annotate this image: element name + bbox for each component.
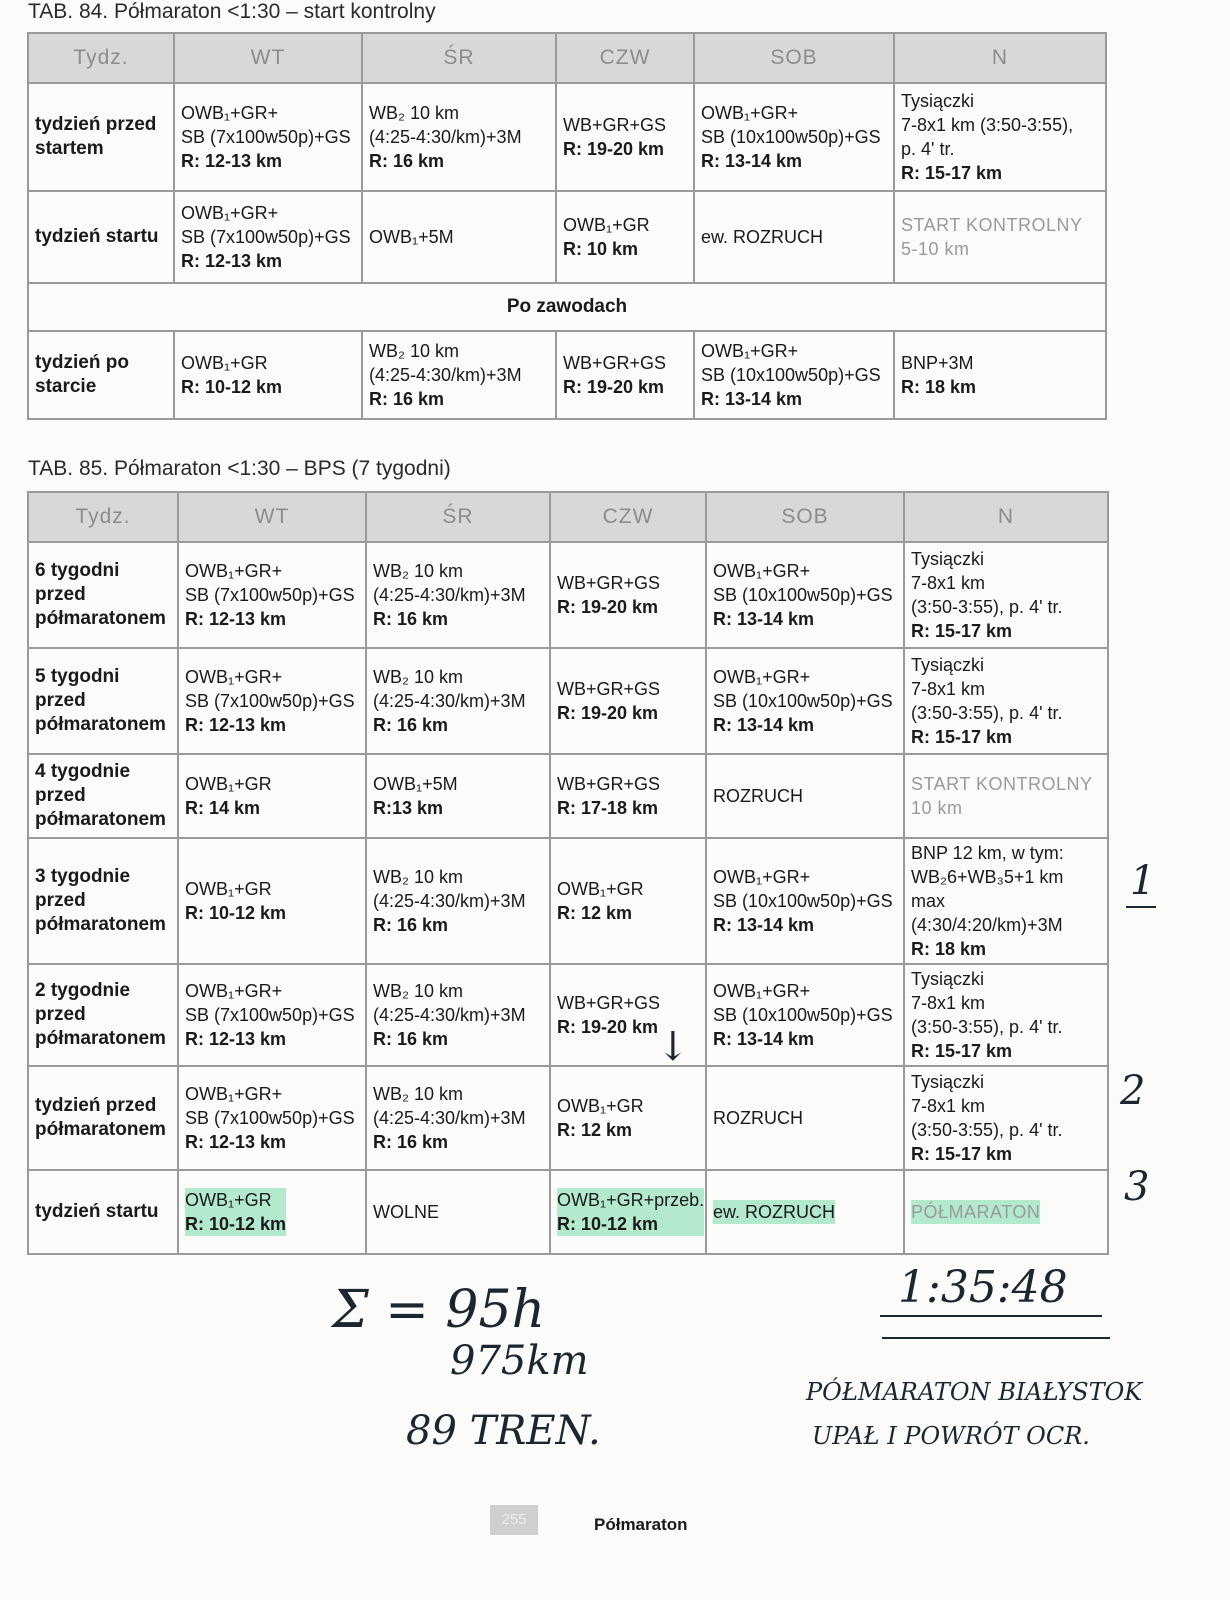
distance-total: R: 16 km [373,915,449,935]
day-cell [706,838,904,964]
handwritten-time: 1:35:48 [898,1262,1068,1313]
day-cell [366,648,550,754]
workout-line: OWB₁+GR+ [181,203,279,223]
workout-line: OWB₁+GR+ [713,981,811,1001]
workout-line: OWB₁+GR+przeb. [557,1190,705,1210]
distance-total: R: 12-13 km [185,715,287,735]
workout-line: (4:25-4:30/km)+3M [369,127,522,147]
table-row [28,1066,1108,1170]
day-cell [366,754,550,838]
day-cell [362,191,556,283]
week-label: 4 tygodnie przed półmaratonem [28,754,178,838]
day-cell [362,331,556,419]
workout-line: OWB₁+GR [557,1096,644,1116]
day-cell [904,964,1108,1066]
distance-total: R: 10-12 km [185,903,287,923]
workout-line: WOLNE [373,1202,440,1222]
workout-line: SB (7x100w50p)+GS [181,127,351,147]
day-cell [706,964,904,1066]
distance-total: R: 12 km [557,903,633,923]
distance-total: R: 12 km [557,1120,633,1140]
workout-line: OWB₁+GR+ [185,561,283,581]
workout-line: (3:50-3:55), p. 4' tr. [911,597,1063,617]
distance-total: R: 10 km [563,239,639,259]
day-cell [706,1170,904,1254]
workout-line: OWB₁+5M [369,227,454,247]
workout-line: (4:25-4:30/km)+3M [373,585,526,605]
day-cell [178,648,366,754]
workout-line: WB+GR+GS [563,115,667,135]
workout-line: WB₂ 10 km [373,1084,463,1104]
day-cell [694,191,894,283]
column-header: WT [178,492,366,542]
workout-line: WB₂ 10 km [373,561,463,581]
workout-line: (4:25-4:30/km)+3M [373,1108,526,1128]
workout-line: WB₂ 10 km [369,341,459,361]
distance-total: R: 13-14 km [713,915,815,935]
distance-total: R:13 km [373,798,444,818]
workout-line: WB₂ 10 km [373,667,463,687]
distance-total: R: 12-13 km [181,151,283,171]
header-row [28,33,1106,83]
column-header: N [904,492,1108,542]
workout-line: OWB₁+GR [185,879,272,899]
day-cell [894,83,1106,191]
distance-total: R: 13-14 km [713,1029,815,1049]
section-row [28,283,1106,331]
workout-line: 10 km [911,798,963,818]
week-label: 3 tygodnie przed półmaratonem [28,838,178,964]
week-label: tydzień startu [28,1170,178,1254]
workout-line: ROZRUCH [713,1108,803,1128]
distance-total: R: 13-14 km [701,151,803,171]
workout-line: SB (7x100w50p)+GS [181,227,351,247]
workout-line: (4:25-4:30/km)+3M [373,1005,526,1025]
workout-line: Tysiączki [911,969,985,989]
workout-line: SB (7x100w50p)+GS [185,585,355,605]
day-cell [366,542,550,648]
day-cell [178,838,366,964]
workout-line: OWB₁+GR [563,215,650,235]
day-cell [706,1066,904,1170]
distance-total: R: 13-14 km [713,715,815,735]
workout-line: OWB₁+5M [373,774,458,794]
tab85-caption: TAB. 85. Półmaraton <1:30 – BPS (7 tygodni) [28,457,451,480]
day-cell [174,331,362,419]
distance-total: R: 15-17 km [901,163,1003,183]
table-row [28,1170,1108,1254]
workout-line: SB (7x100w50p)+GS [185,691,355,711]
workout-line: OWB₁+GR+ [713,667,811,687]
distance-total: R: 13-14 km [701,389,803,409]
distance-total: R: 10-12 km [181,377,283,397]
column-header: WT [174,33,362,83]
workout-line: OWB₁+GR+ [701,341,799,361]
workout-line: PÓŁMARATON [911,1202,1041,1222]
workout-line: 7-8x1 km [911,679,986,699]
workout-line: 5-10 km [901,239,970,259]
workout-line: SB (7x100w50p)+GS [185,1005,355,1025]
workout-line: 7-8x1 km (3:50-3:55), [901,115,1074,135]
workout-line: SB (10x100w50p)+GS [713,691,893,711]
time-underline-1 [880,1315,1102,1317]
table-row [28,542,1108,648]
workout-line: OWB₁+GR+ [185,981,283,1001]
day-cell [706,542,904,648]
workout-line: (4:25-4:30/km)+3M [369,365,522,385]
distance-total: R: 18 km [901,377,977,397]
handwritten-sum: Σ = 95h [332,1280,546,1340]
workout-line: SB (10x100w50p)+GS [713,891,893,911]
column-header: ŚR [362,33,556,83]
distance-total: R: 16 km [373,1029,449,1049]
workout-line: Tysiączki [911,655,985,675]
workout-line: WB₂ 10 km [369,103,459,123]
day-cell [706,648,904,754]
week-label: 2 tygodnie przed półmaratonem [28,964,178,1066]
margin-number-2: 2 [1120,1068,1146,1114]
week-label: tydzień startu [28,191,174,283]
workout-line: 7-8x1 km [911,1096,986,1116]
table-row [28,754,1108,838]
workout-line: (3:50-3:55), p. 4' tr. [911,1120,1063,1140]
day-cell [550,754,706,838]
margin-number-3: 3 [1124,1164,1150,1210]
margin-1-underline [1126,906,1156,908]
distance-total: R: 19-20 km [563,139,665,159]
workout-line: START KONTROLNY [911,774,1093,794]
page-number: 255 [490,1505,538,1535]
distance-total: R: 19-20 km [557,597,659,617]
workout-line: (3:50-3:55), p. 4' tr. [911,1017,1063,1037]
workout-line: Tysiączki [901,91,975,111]
workout-line: Tysiączki [911,1072,985,1092]
table-row [28,191,1106,283]
week-label: 5 tygodni przed półmaratonem [28,648,178,754]
workout-line: WB+GR+GS [557,993,661,1013]
day-cell [556,191,694,283]
workout-line: START KONTROLNY [901,215,1083,235]
workout-line: OWB₁+GR [185,1190,272,1210]
workout-line: OWB₁+GR [185,774,272,794]
column-header: SOB [706,492,904,542]
table-row [28,648,1108,754]
distance-total: R: 16 km [369,389,445,409]
day-cell [178,1066,366,1170]
header-row [28,492,1108,542]
day-cell [694,331,894,419]
distance-total: R: 16 km [373,1132,449,1152]
distance-total: R: 12-13 km [185,1029,287,1049]
workout-line: OWB₁+GR+ [185,667,283,687]
workout-line: OWB₁+GR+ [185,1084,283,1104]
workout-line: OWB₁+GR+ [181,103,279,123]
week-label: tydzień przed półmaratonem [28,1066,178,1170]
workout-line: SB (10x100w50p)+GS [713,585,893,605]
distance-total: R: 15-17 km [911,1041,1013,1061]
column-header: CZW [550,492,706,542]
day-cell [178,1170,366,1254]
day-cell [178,542,366,648]
day-cell [904,542,1108,648]
distance-total: R: 12-13 km [185,609,287,629]
day-cell [904,648,1108,754]
day-cell [174,83,362,191]
tab85-table [27,491,1109,1255]
distance-total: R: 19-20 km [563,377,665,397]
section-label: Po zawodach [28,283,1106,331]
workout-line: p. 4' tr. [901,139,955,159]
workout-line: SB (7x100w50p)+GS [185,1108,355,1128]
distance-total: R: 16 km [373,715,449,735]
day-cell [556,83,694,191]
distance-total: R: 10-12 km [185,1214,287,1234]
handwritten-arrow: ↓ [656,1024,690,1070]
table-row [28,83,1106,191]
workout-line: (4:25-4:30/km)+3M [373,691,526,711]
workout-line: 7-8x1 km [911,573,986,593]
distance-total: R: 15-17 km [911,1144,1013,1164]
handwritten-note-line1: PÓŁMARATON BIAŁYSTOK [806,1378,1143,1406]
day-cell [904,838,1108,964]
workout-line: SB (10x100w50p)+GS [701,365,881,385]
table-row [28,838,1108,964]
workout-line: OWB₁+GR+ [713,561,811,581]
distance-total: R: 18 km [911,939,987,959]
distance-total: R: 10-12 km [557,1214,659,1234]
day-cell [550,542,706,648]
day-cell [366,1170,550,1254]
tab84-table [27,32,1107,420]
day-cell [550,838,706,964]
day-cell [904,1066,1108,1170]
tab84-caption: TAB. 84. Półmaraton <1:30 – start kontrolny [28,0,436,23]
workout-line: OWB₁+GR [181,353,268,373]
week-label: tydzień przed startem [28,83,174,191]
day-cell [550,1066,706,1170]
distance-total: R: 14 km [185,798,261,818]
workout-line: (4:30/4:20/km)+3M [911,915,1063,935]
workout-line: 7-8x1 km [911,993,986,1013]
workout-line: WB+GR+GS [557,679,661,699]
day-cell [366,1066,550,1170]
distance-total: R: 16 km [369,151,445,171]
distance-total: R: 19-20 km [557,703,659,723]
day-cell [694,83,894,191]
distance-total: R: 16 km [373,609,449,629]
margin-number-1: 1 [1130,858,1156,904]
distance-total: R: 19-20 km [557,1017,659,1037]
table-row [28,331,1106,419]
workout-line: Tysiączki [911,549,985,569]
day-cell [174,191,362,283]
workout-line: WB₂ 10 km [373,981,463,1001]
workout-line: WB+GR+GS [563,353,667,373]
distance-total: R: 17-18 km [557,798,659,818]
workout-line: WB₂6+WB₃5+1 km max [911,867,1064,911]
column-header: SOB [694,33,894,83]
day-cell [894,191,1106,283]
day-cell [706,754,904,838]
workout-line: WB+GR+GS [557,573,661,593]
distance-total: R: 15-17 km [911,621,1013,641]
day-cell [178,754,366,838]
handwritten-trainings: 89 TREN. [406,1408,601,1454]
day-cell [366,964,550,1066]
handwritten-note-line2: UPAŁ I POWRÓT OCR. [812,1422,1090,1450]
column-header: Tydz. [28,492,178,542]
workout-line: WB+GR+GS [557,774,661,794]
workout-line: SB (10x100w50p)+GS [701,127,881,147]
distance-total: R: 13-14 km [713,609,815,629]
time-underline-2 [882,1337,1110,1339]
day-cell [366,838,550,964]
day-cell [550,648,706,754]
day-cell [362,83,556,191]
workout-line: (3:50-3:55), p. 4' tr. [911,703,1063,723]
workout-line: OWB₁+GR+ [701,103,799,123]
handwritten-km: 975km [450,1338,589,1384]
workout-line: SB (10x100w50p)+GS [713,1005,893,1025]
column-header: N [894,33,1106,83]
distance-total: R: 15-17 km [911,727,1013,747]
distance-total: R: 12-13 km [181,251,283,271]
workout-line: ROZRUCH [713,786,803,806]
workout-line: OWB₁+GR+ [713,867,811,887]
workout-line: BNP+3M [901,353,974,373]
table-row [28,964,1108,1066]
week-label: tydzień po starcie [28,331,174,419]
footer-title: Półmaraton [594,1515,688,1534]
workout-line: ew. ROZRUCH [701,227,824,247]
day-cell [556,331,694,419]
column-header: Tydz. [28,33,174,83]
workout-line: WB₂ 10 km [373,867,463,887]
workout-line: (4:25-4:30/km)+3M [373,891,526,911]
day-cell [178,964,366,1066]
column-header: ŚR [366,492,550,542]
workout-line: ew. ROZRUCH [713,1202,836,1222]
distance-total: R: 12-13 km [185,1132,287,1152]
day-cell [904,1170,1108,1254]
workout-line: BNP 12 km, w tym: [911,843,1064,863]
day-cell [550,1170,706,1254]
day-cell [904,754,1108,838]
day-cell [894,331,1106,419]
column-header: CZW [556,33,694,83]
week-label: 6 tygodni przed półmaratonem [28,542,178,648]
workout-line: OWB₁+GR [557,879,644,899]
